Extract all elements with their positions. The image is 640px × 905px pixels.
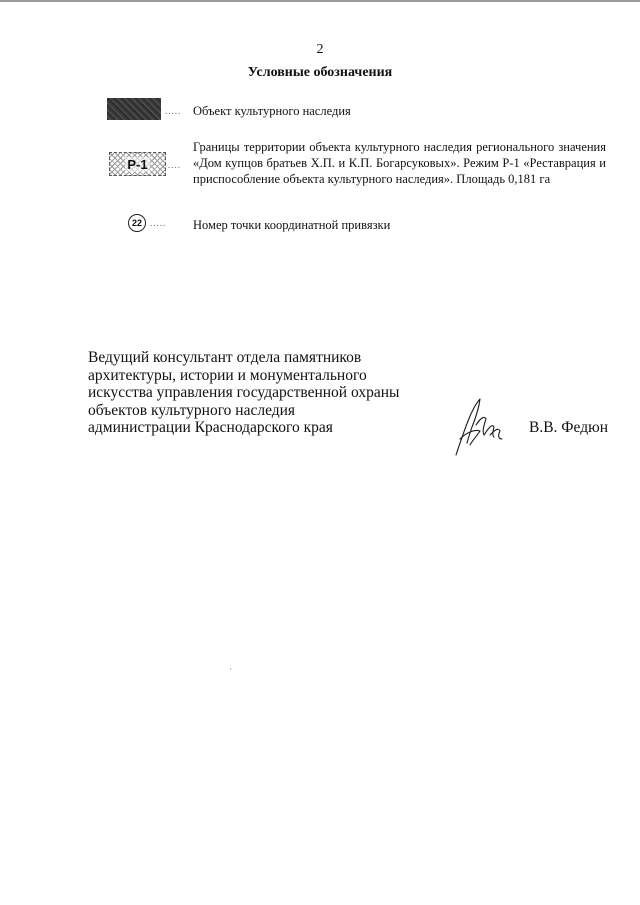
handwritten-signature: [446, 395, 508, 457]
territory-boundary-swatch: [109, 152, 166, 176]
legend-item-object-text: Объект культурного наследия: [193, 104, 351, 118]
signatory-position-line: Ведущий консультант отдела памятников: [88, 349, 362, 366]
signatory-position-line: архитектуры, истории и монументального: [88, 366, 367, 384]
top-border-line: [0, 0, 640, 2]
coordinate-point-marker-icon: [128, 214, 146, 232]
leader-dots: .....: [165, 106, 182, 116]
legend-title: Условные обозначения: [247, 65, 393, 80]
scan-speck: [230, 668, 231, 670]
legend-item-point-text: Номер точки координатной привязки: [193, 218, 391, 232]
legend-item-boundary-text: Границы территории объекта культурного наследия регионального значения «Дом купцов братьев Х.П. и К.П. Богарсуковых». Режим Р-1 «Реставрация и приспособление объекта культурного наследия». Площадь 0,181 га: [193, 140, 606, 186]
signatory-position-line: искусства управления государственной охраны: [88, 384, 400, 401]
zone-code-label: Р-1: [127, 156, 148, 172]
leader-dots: ....: [168, 160, 181, 170]
leader-dots: .....: [150, 218, 167, 228]
point-number-label: 22: [131, 218, 142, 228]
signatory-name: В.В. Федюн: [529, 419, 608, 436]
signatory-position-line: объектов культурного наследия: [88, 401, 296, 419]
page-number: 2: [316, 42, 324, 57]
cultural-heritage-object-swatch: [107, 98, 161, 120]
signatory-position-line: администрации Краснодарского края: [88, 419, 333, 436]
signatory-position: [88, 349, 399, 437]
